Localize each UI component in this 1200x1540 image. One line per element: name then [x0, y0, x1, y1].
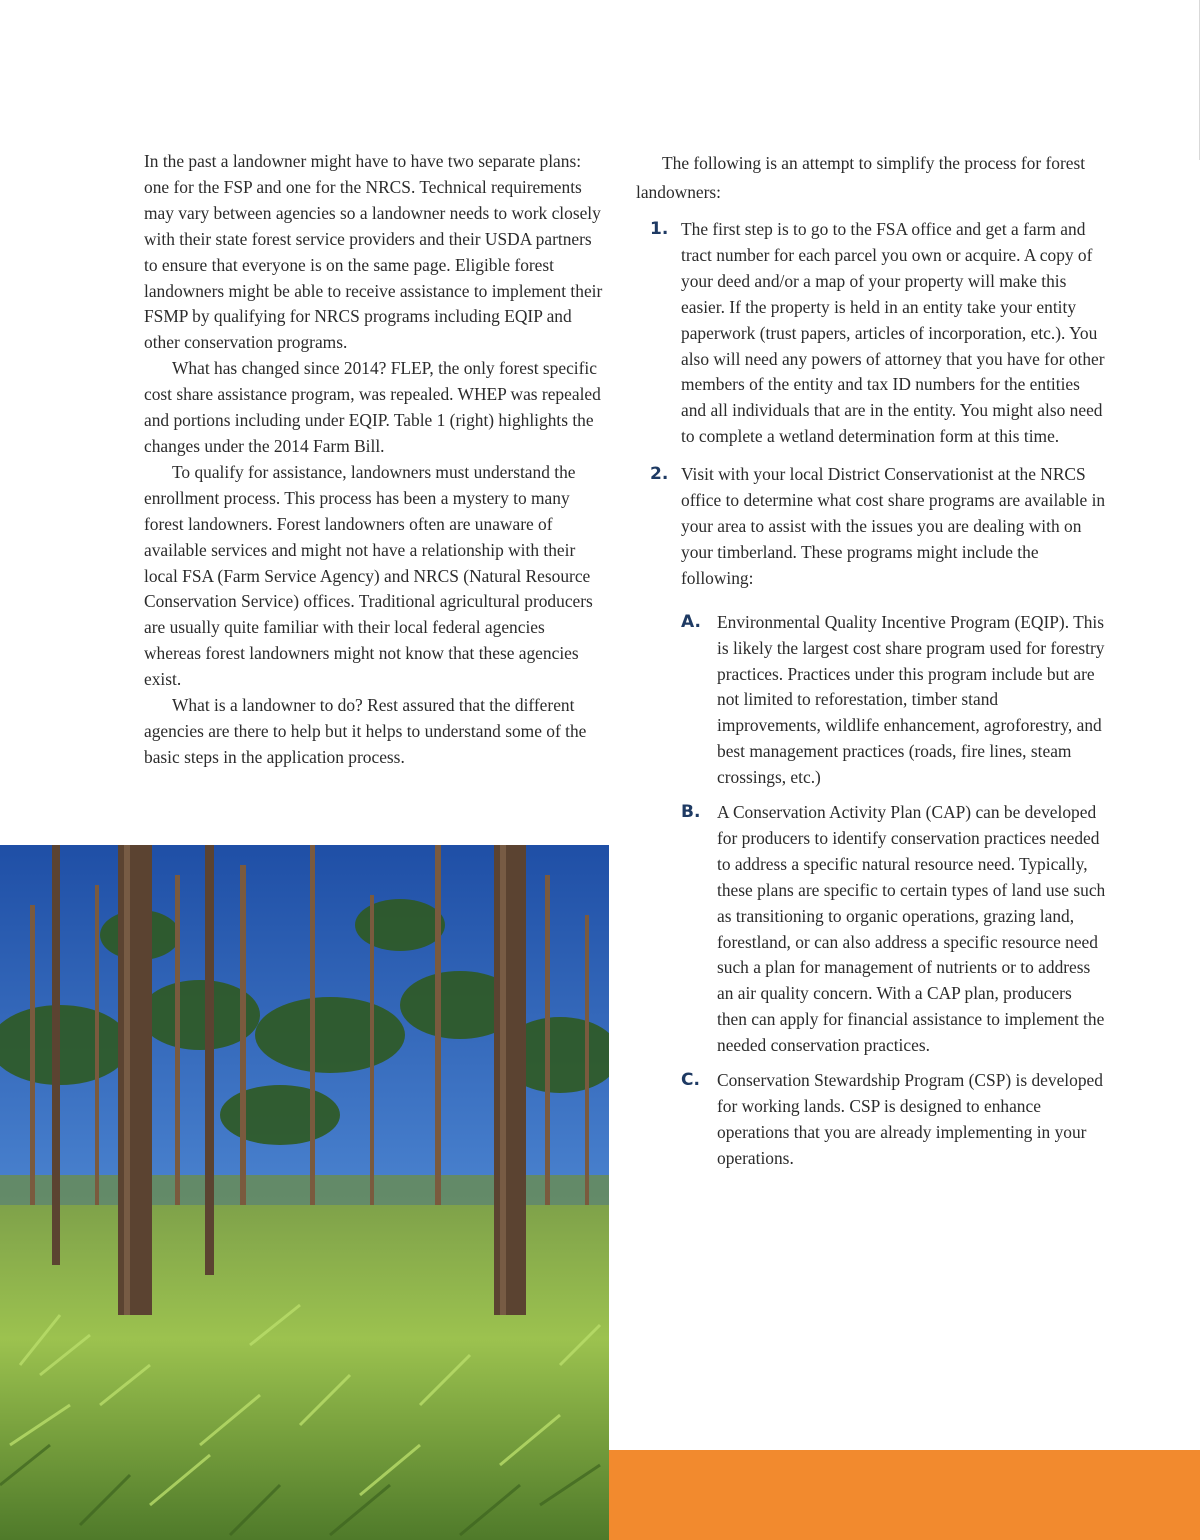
- right-intro: The following is an attempt to simplify the process for forest landowners:: [636, 153, 1086, 202]
- step-2: [636, 462, 1106, 592]
- left-paragraph-3: To qualify for assistance, landowners must understand the enrollment process. This process has been a mystery to many forest landowners. Forest landowners often are unaware of available services and might not have a relationship with their local FSA (Farm Service Agency) and NRCS (Natural Resource Conservation Service) offices. Traditional agricultural producers are usually quite familiar with their local federal agencies whereas forest landowners might not know that these agencies exist.: [144, 461, 593, 690]
- step-1-number: 1.: [650, 219, 669, 239]
- program-item-b-text: A Conservation Activity Plan (CAP) can be developed for producers to identify conservation practices needed to address a specific natural resource need. Typically, these plans are specific to certain types of land use such as transitioning to organic operations, grazing land, forestland, or can also address a specific resource need such a plan for management of nutrients or to address an air quality concern. With a CAP plan, producers then can apply for financial assistance to implement the needed conservation practices.: [717, 802, 1106, 1056]
- left-paragraph-1: In the past a landowner might have to have two separate plans: one for the FSP and one for the NRCS. Technical requirements may vary between agencies so a landowner needs to work closely with their state forest service providers and their USDA partners to ensure that everyone is on the same page. Eligible forest landowners might be able to receive assistance to implement their FSMP by qualifying for NRCS programs including EQIP and other conservation programs.: [144, 151, 603, 353]
- step-2-number: 2.: [650, 464, 669, 485]
- left-paragraph-2: What has changed since 2014? FLEP, the only forest specific cost share assistance program, was repealed. WHEP was repealed and portions including under EQIP. Table 1 (right) highlights the changes under the 2014 Farm Bill.: [144, 358, 601, 456]
- step-2-text: Visit with your local District Conservationist at the NRCS office to determine what cost share programs are available in your area to assist with the issues you are dealing with on your timberland. These programs might include the following:: [681, 464, 1106, 588]
- program-item-c-letter: C.: [681, 1070, 700, 1091]
- pine-forest-photo: [0, 845, 609, 1540]
- program-item-b: [636, 800, 1106, 1059]
- program-item-b-letter: B.: [681, 802, 701, 823]
- program-list: [636, 610, 1106, 1172]
- left-column: [144, 149, 606, 771]
- pine-forest-illustration: [0, 845, 609, 1540]
- program-item-a: [636, 610, 1106, 791]
- program-item-c-text: Conservation Stewardship Program (CSP) is developed for working lands. CSP is designed to enhance operations that you are already implementing in your operations.: [717, 1070, 1103, 1168]
- step-1: [636, 217, 1106, 450]
- step-1-text: The first step is to go to the FSA office and get a farm and tract number for each parcel you own or acquire. A copy of your deed and/or a map of your property will make this easier. If the property is held in an entity take your entity paperwork (trust papers, articles of incorporation, etc.). You also will need any powers of attorney that you have for other members of the entity and tax ID numbers for the entities and all individuals that are in the entity. You might also need to complete a wetland determination form at this time.: [681, 219, 1105, 447]
- right-column: [636, 149, 1106, 1181]
- program-item-a-letter: A.: [681, 611, 701, 632]
- program-item-a-text: Environmental Quality Incentive Program (EQIP). This is likely the largest cost share program used for forestry practices. Practices under this program include but are not limited to reforestation, timber stand improvements, wildlife enhancement, agroforestry, and best management practices (roads, fire lines, steam crossings, etc.): [717, 611, 1105, 788]
- orange-footer-bar: [609, 1450, 1200, 1540]
- left-paragraph-4: What is a landowner to do? Rest assured that the different agencies are there to help but it helps to understand some of the basic steps in the application process.: [144, 695, 587, 767]
- program-item-c: [636, 1068, 1106, 1172]
